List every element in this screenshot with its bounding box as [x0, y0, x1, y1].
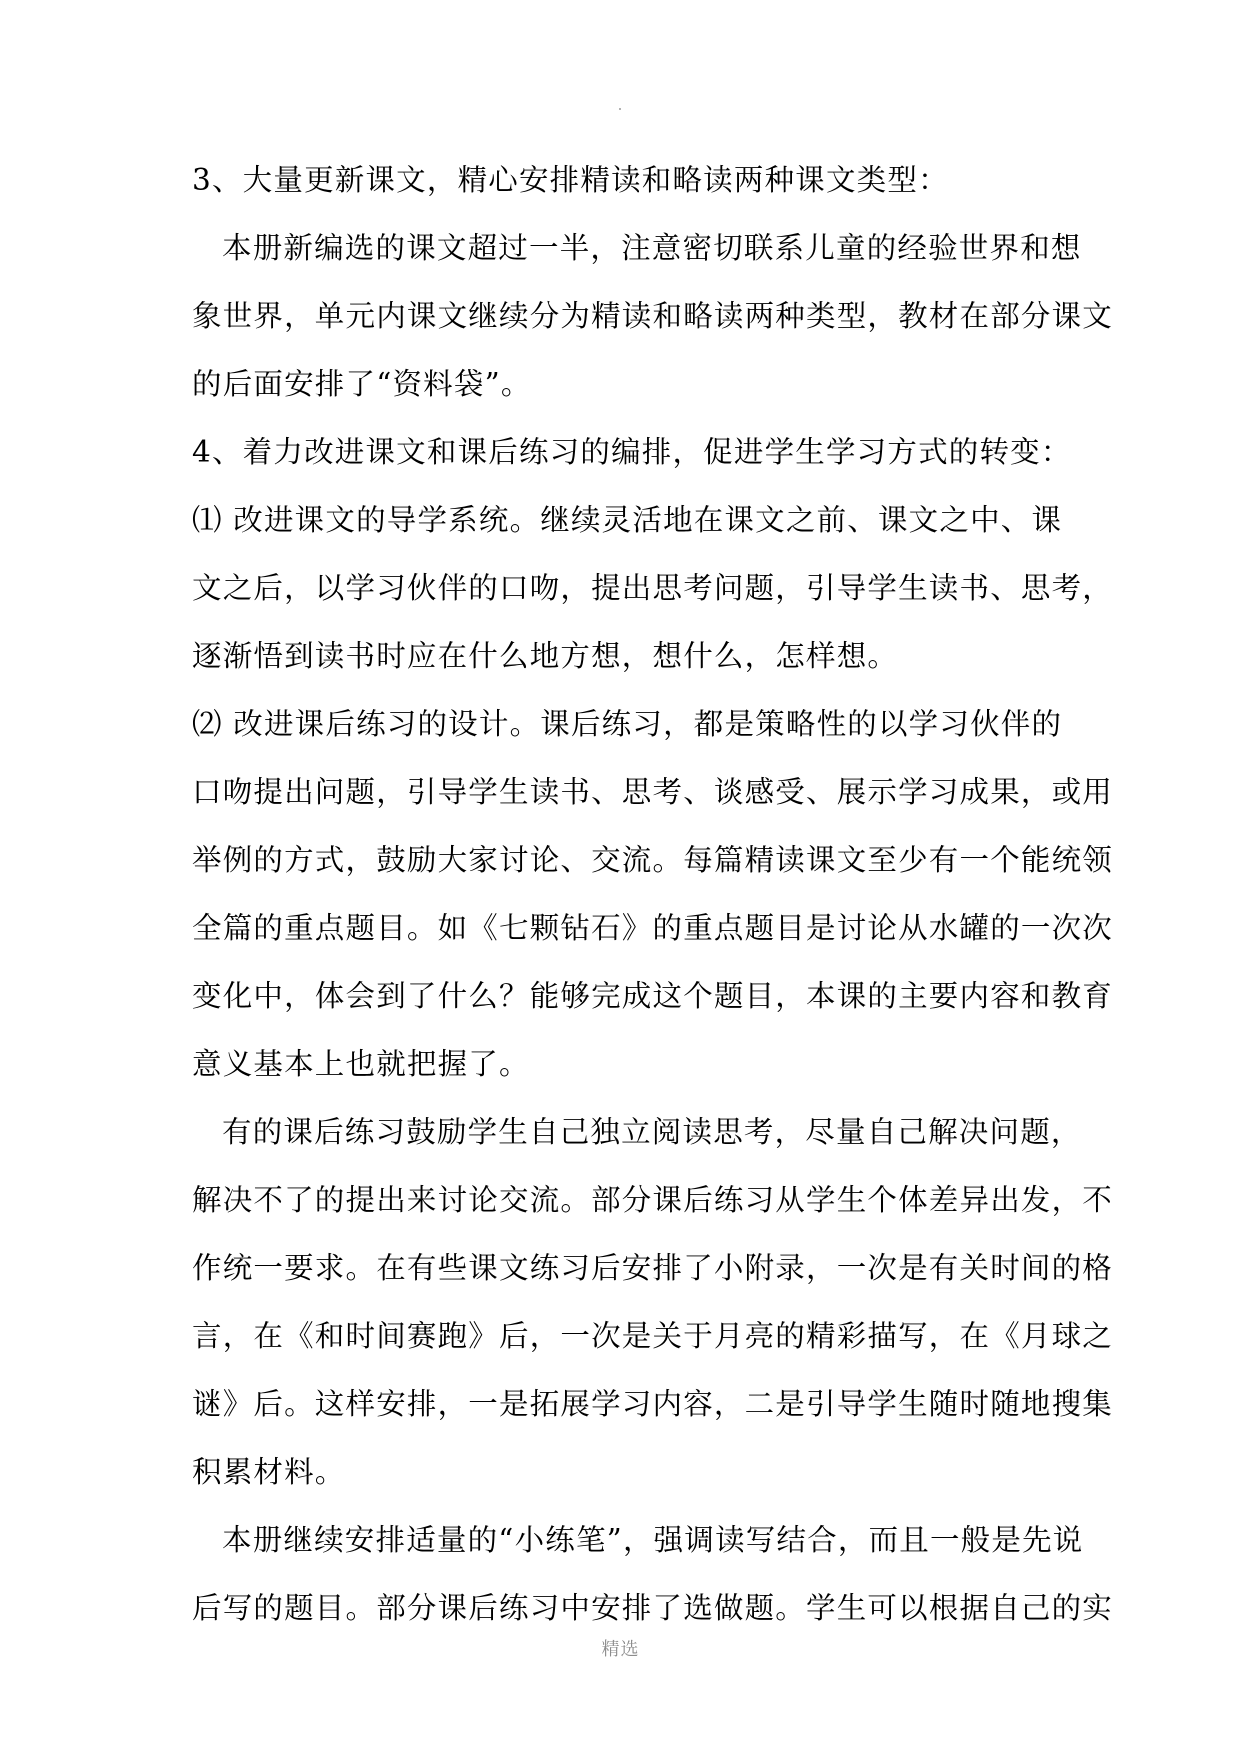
page-footer: 精选 [601, 1639, 640, 1660]
paragraph-line: 举例的方式，鼓励大家讨论、交流。每篇精读课文至少有一个能统领 [192, 843, 1114, 877]
paragraph-line: 象世界，单元内课文继续分为精读和略读两种类型，教材在部分课文 [192, 299, 1114, 333]
paragraph-line: 本册继续安排适量的“小练笔”，强调读写结合，而且一般是先说 [222, 1523, 1084, 1557]
paragraph-line: 文之后，以学习伙伴的口吻，提出思考问题，引导学生读书、思考， [192, 571, 1114, 605]
paragraph-line: 意义基本上也就把握了。 [192, 1047, 530, 1081]
paragraph-line: 本册新编选的课文超过一半，注意密切联系儿童的经验世界和想 [222, 231, 1082, 265]
paragraph-line: 变化中，体会到了什么？能够完成这个题目，本课的主要内容和教育 [192, 979, 1114, 1013]
paragraph-line: 言，在《和时间赛跑》后，一次是关于月亮的精彩描写，在《月球之 [192, 1319, 1114, 1353]
section-heading-3: 3、大量更新课文，精心安排精读和略读两种课文类型： [192, 163, 949, 197]
section-heading-4: 4、着力改进课文和课后练习的编排，促进学生学习方式的转变： [192, 435, 1072, 469]
paragraph-line: 积累材料。 [192, 1455, 346, 1489]
paragraph-line: 解决不了的提出来讨论交流。部分课后练习从学生个体差异出发，不 [192, 1183, 1114, 1217]
paragraph-line: 口吻提出问题，引导学生读书、思考、谈感受、展示学习成果，或用 [192, 775, 1114, 809]
paragraph-line: 作统一要求。在有些课文练习后安排了小附录，一次是有关时间的格 [192, 1251, 1114, 1285]
paragraph-line: 后写的题目。部分课后练习中安排了选做题。学生可以根据自己的实 [192, 1591, 1114, 1625]
paragraph-line: 有的课后练习鼓励学生自己独立阅读思考，尽量自己解决问题， [222, 1115, 1082, 1149]
paragraph-line: 谜》后。这样安排，一是拓展学习内容，二是引导学生随时随地搜集 [192, 1387, 1114, 1421]
paragraph-line: 全篇的重点题目。如《七颗钻石》的重点题目是讨论从水罐的一次次 [192, 911, 1114, 945]
paragraph-line: ⑵ 改进课后练习的设计。课后练习，都是策略性的以学习伙伴的 [192, 707, 1063, 741]
page-mark [619, 108, 621, 110]
paragraph-line: ⑴ 改进课文的导学系统。继续灵活地在课文之前、课文之中、课 [192, 503, 1063, 537]
paragraph-line: 的后面安排了“资料袋”。 [192, 367, 532, 401]
paragraph-line: 逐渐悟到读书时应在什么地方想，想什么，怎样想。 [192, 639, 899, 673]
